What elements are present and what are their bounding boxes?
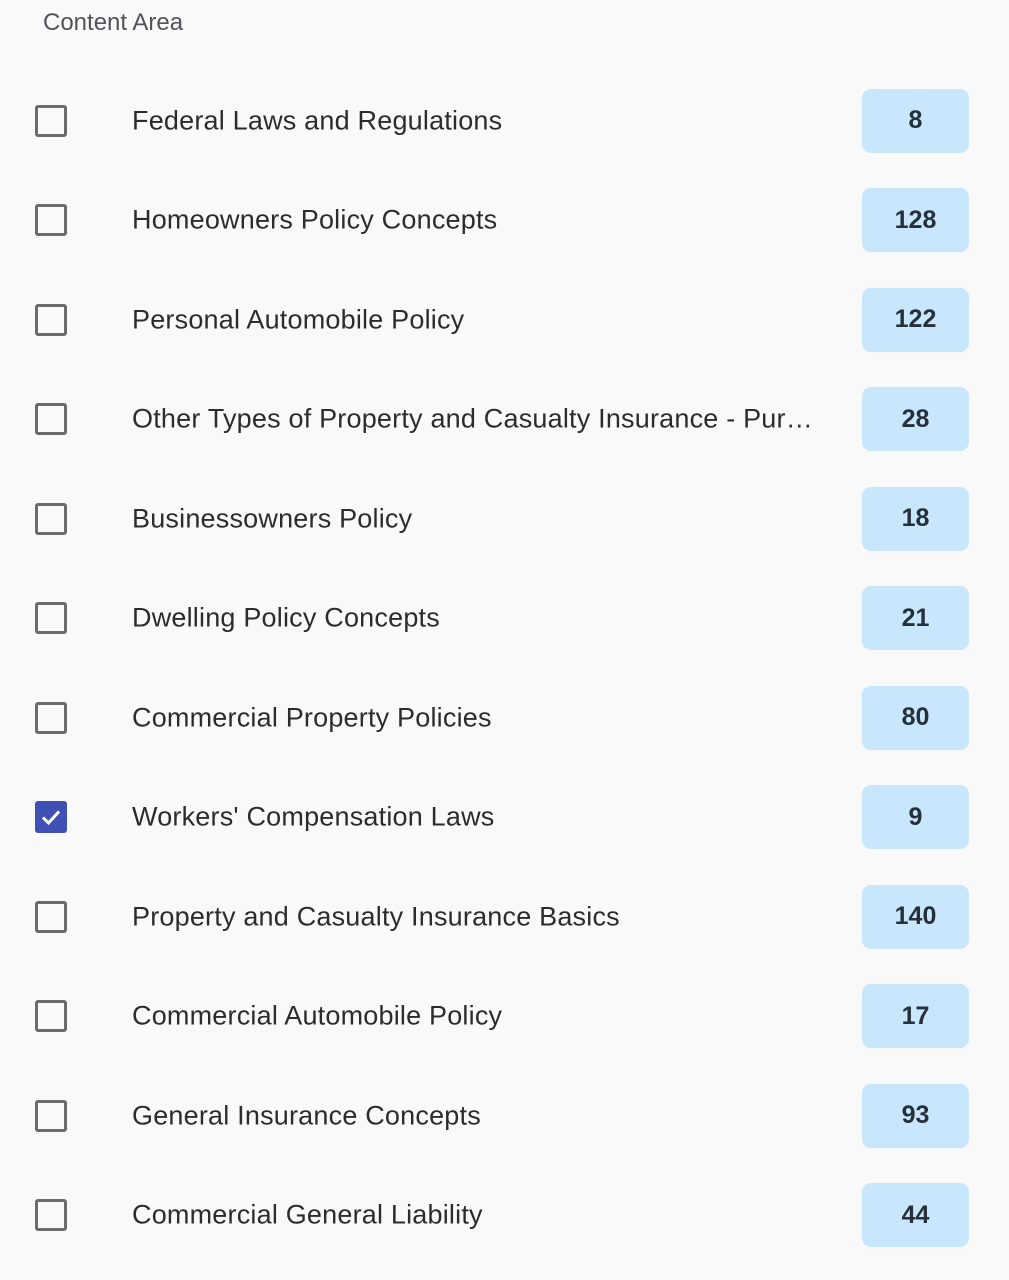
checkbox[interactable] bbox=[35, 901, 67, 933]
item-label: Commercial General Liability bbox=[132, 1199, 483, 1230]
count-badge: 140 bbox=[862, 885, 969, 949]
item-label: General Insurance Concepts bbox=[132, 1100, 481, 1131]
count-badge: 17 bbox=[862, 984, 969, 1048]
list-item[interactable] bbox=[0, 768, 1009, 868]
item-label: Commercial Property Policies bbox=[132, 702, 492, 733]
list-item[interactable] bbox=[0, 71, 1009, 171]
count-badge: 9 bbox=[862, 785, 969, 849]
list-item[interactable] bbox=[0, 370, 1009, 470]
checkbox[interactable] bbox=[35, 105, 67, 137]
item-label: Dwelling Policy Concepts bbox=[132, 602, 440, 633]
count-badge: 21 bbox=[862, 586, 969, 650]
count-badge: 93 bbox=[862, 1084, 969, 1148]
item-label: Workers' Compensation Laws bbox=[132, 801, 495, 832]
list-item[interactable] bbox=[0, 171, 1009, 271]
list-item[interactable] bbox=[0, 569, 1009, 669]
item-label: Federal Laws and Regulations bbox=[132, 105, 503, 136]
count-badge: 80 bbox=[862, 686, 969, 750]
count-badge: 128 bbox=[862, 188, 969, 252]
count-badge: 44 bbox=[862, 1183, 969, 1247]
checkbox[interactable] bbox=[35, 304, 67, 336]
checkmark-icon bbox=[39, 805, 63, 829]
item-label: Homeowners Policy Concepts bbox=[132, 204, 498, 235]
list-item[interactable] bbox=[0, 1066, 1009, 1166]
item-label: Commercial Automobile Policy bbox=[132, 1000, 503, 1031]
list-item[interactable] bbox=[0, 469, 1009, 569]
count-badge: 28 bbox=[862, 387, 969, 451]
checkbox[interactable] bbox=[35, 403, 67, 435]
count-badge: 8 bbox=[862, 89, 969, 153]
checkbox[interactable] bbox=[35, 1100, 67, 1132]
item-label: Businessowners Policy bbox=[132, 503, 413, 534]
checkbox[interactable] bbox=[35, 503, 67, 535]
checkbox[interactable] bbox=[35, 602, 67, 634]
item-label: Property and Casualty Insurance Basics bbox=[132, 901, 620, 932]
list-item[interactable] bbox=[0, 967, 1009, 1067]
item-label: Other Types of Property and Casualty Insurance - Pur… bbox=[132, 403, 813, 434]
checkbox[interactable] bbox=[35, 702, 67, 734]
checkbox[interactable] bbox=[35, 204, 67, 236]
item-label: Personal Automobile Policy bbox=[132, 304, 465, 335]
section-title: Content Area bbox=[43, 9, 184, 36]
checkbox[interactable] bbox=[35, 801, 67, 833]
checkbox[interactable] bbox=[35, 1199, 67, 1231]
content-area-list bbox=[0, 71, 1009, 1265]
checkbox[interactable] bbox=[35, 1000, 67, 1032]
list-item[interactable] bbox=[0, 867, 1009, 967]
list-item[interactable] bbox=[0, 668, 1009, 768]
count-badge: 18 bbox=[862, 487, 969, 551]
count-badge: 122 bbox=[862, 288, 969, 352]
list-item[interactable] bbox=[0, 1166, 1009, 1266]
list-item[interactable] bbox=[0, 270, 1009, 370]
